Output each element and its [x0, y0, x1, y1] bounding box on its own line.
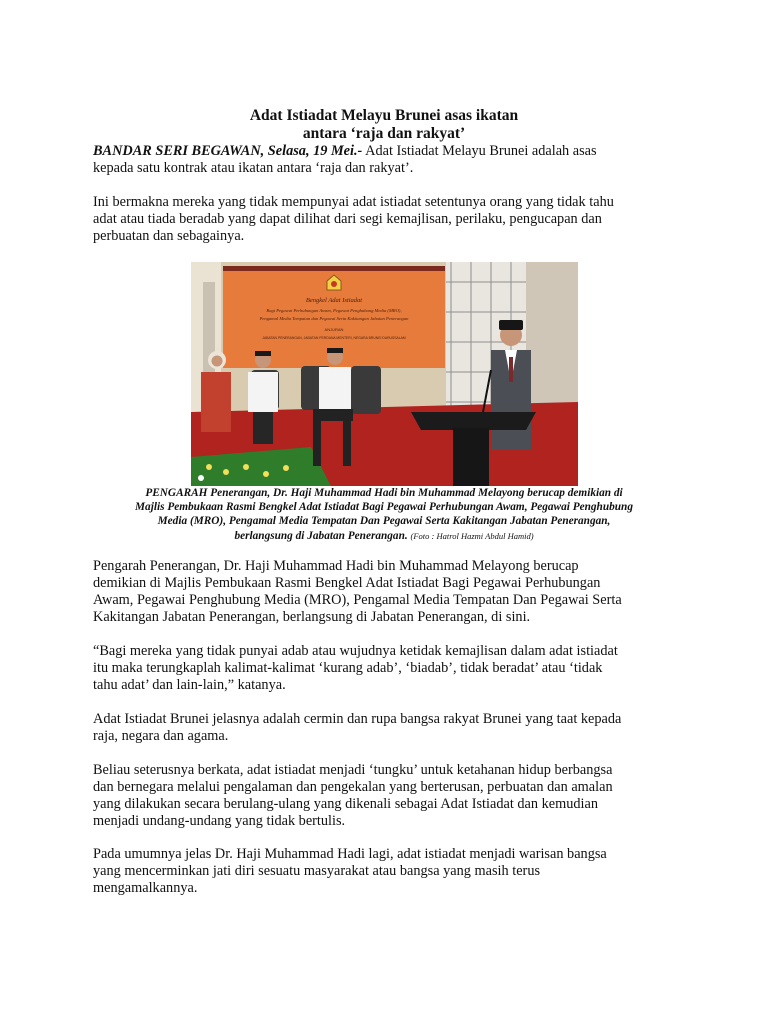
dateline: BANDAR SERI BEGAWAN, Selasa, 19 Mei.-: [93, 143, 363, 159]
paragraph-line: tahu adat’ dan lain-lain,” katanya.: [93, 677, 286, 693]
banner-line: Bagi Pegawai Perhubungan Awam, Pegawai Penghubung Media (MRO),: [266, 308, 402, 313]
paragraph-line: yang mencerminkan jati diri sesuatu masyarakat atau bangsa yang masih terus: [93, 863, 541, 879]
paragraph-6: [93, 846, 683, 897]
paragraph-line: Ini bermakna mereka yang tidak mempunyai adat istiadat setentunya orang yang tidak tahu: [93, 194, 614, 210]
banner-line: Pengamal Media Tempatan dan Pegawai Serta Kakitangan Jabatan Penerangan: [259, 316, 409, 321]
paragraph-line: Beliau seterusnya berkata, adat istiadat menjadi ‘tungku’ untuk ketahanan hidup berbangsa: [93, 762, 613, 778]
lead-text: Adat Istiadat Melayu Brunei adalah asas: [365, 143, 597, 159]
paragraph-4: [93, 711, 683, 745]
title-line: Adat Istiadat Melayu Brunei asas ikatan: [249, 107, 519, 124]
paragraph-line: adat atau tiada beradab yang dapat dilihat dari segi kemajlisan, perilaku, pengucapan dan: [93, 211, 602, 227]
paragraph-line: mengamalkannya.: [93, 880, 198, 896]
paragraph-line: raja, negara dan agama.: [93, 728, 229, 744]
caption-line: berlangsung di Jabatan Penerangan.: [234, 529, 408, 542]
lead-text-line: kepada satu kontrak atau ikatan antara ‘raja dan rakyat’.: [93, 160, 414, 176]
lead-paragraph: [93, 143, 683, 177]
banner-line: JABATAN PENERANGAN, JABATAN PERDANA MENTERI, NEGARA BRUNEI DARUSSALAM: [262, 336, 406, 340]
paragraph-3: [93, 643, 683, 694]
paragraph-line: demikian di Majlis Pembukaan Rasmi Bengkel Adat Istiadat Bagi Pegawai Perhubungan: [93, 575, 601, 591]
paragraph-line: yang dilakukan secara berulang-ulang yang dikenali sebagai Adat Istiadat dan kemudian: [93, 796, 598, 812]
paragraph-line: Pada umumnya jelas Dr. Haji Muhammad Hadi lagi, adat istiadat menjadi warisan bangsa: [93, 846, 607, 862]
banner-line: Bengkel Adat Istiadat: [305, 297, 363, 304]
paragraph-line: perbuatan dan sebagainya.: [93, 228, 245, 244]
paragraph-line: Pengarah Penerangan, Dr. Haji Muhammad Hadi bin Muhammad Melayong berucap: [93, 558, 579, 574]
paragraph-line: dan bernegara melalui pengalaman dan pengekalan yang berterusan, perbuatan dan amalan: [93, 779, 613, 795]
caption-line: PENGARAH Penerangan, Dr. Haji Muhammad Hadi bin Muhammad Melayong berucap demikian di: [145, 487, 623, 499]
title-line: antara ‘raja dan rakyat’: [302, 125, 466, 142]
paragraph-line: Kakitangan Jabatan Penerangan, berlangsung di Jabatan Penerangan, di sini.: [93, 609, 531, 625]
caption-line: Majlis Pembukaan Rasmi Bengkel Adat Istiadat Bagi Pegawai Perhubungan Awam, Pegawai Penghubung: [135, 501, 633, 514]
paragraph-line: itu maka terungkaplah kalimat-kalimat ‘kurang adab’, ‘biadab’, tidak beradat’ atau ‘tidak: [93, 660, 603, 676]
caption-line: Media (MRO), Pengamal Media Tempatan Dan Pegawai Serta Kakitangan Jabatan Penerangan,: [157, 515, 611, 528]
event-photo: [191, 262, 578, 486]
paragraph-5: [93, 762, 683, 830]
photo-credit: (Foto : Hatrol Hazmi Abdul Hamid): [410, 530, 534, 541]
article-title: [0, 107, 768, 143]
banner-line: ANJURAN: [324, 327, 344, 332]
photo-caption: [93, 486, 675, 543]
paragraph-line: menjadi undang-undang yang tidak bertulis.: [93, 813, 346, 829]
paragraph-1: [93, 194, 683, 245]
paragraph-line: Awam, Pegawai Penghubung Media (MRO), Pengamal Media Tempatan Dan Pegawai Serta: [93, 592, 622, 608]
paragraph-2: [93, 558, 683, 626]
paragraph-line: Adat Istiadat Brunei jelasnya adalah cermin dan rupa bangsa rakyat Brunei yang taat kepada: [93, 711, 622, 727]
paragraph-line: “Bagi mereka yang tidak punyai adab atau wujudnya ketidak kemajlisan dalam adat istiadat: [93, 643, 618, 659]
